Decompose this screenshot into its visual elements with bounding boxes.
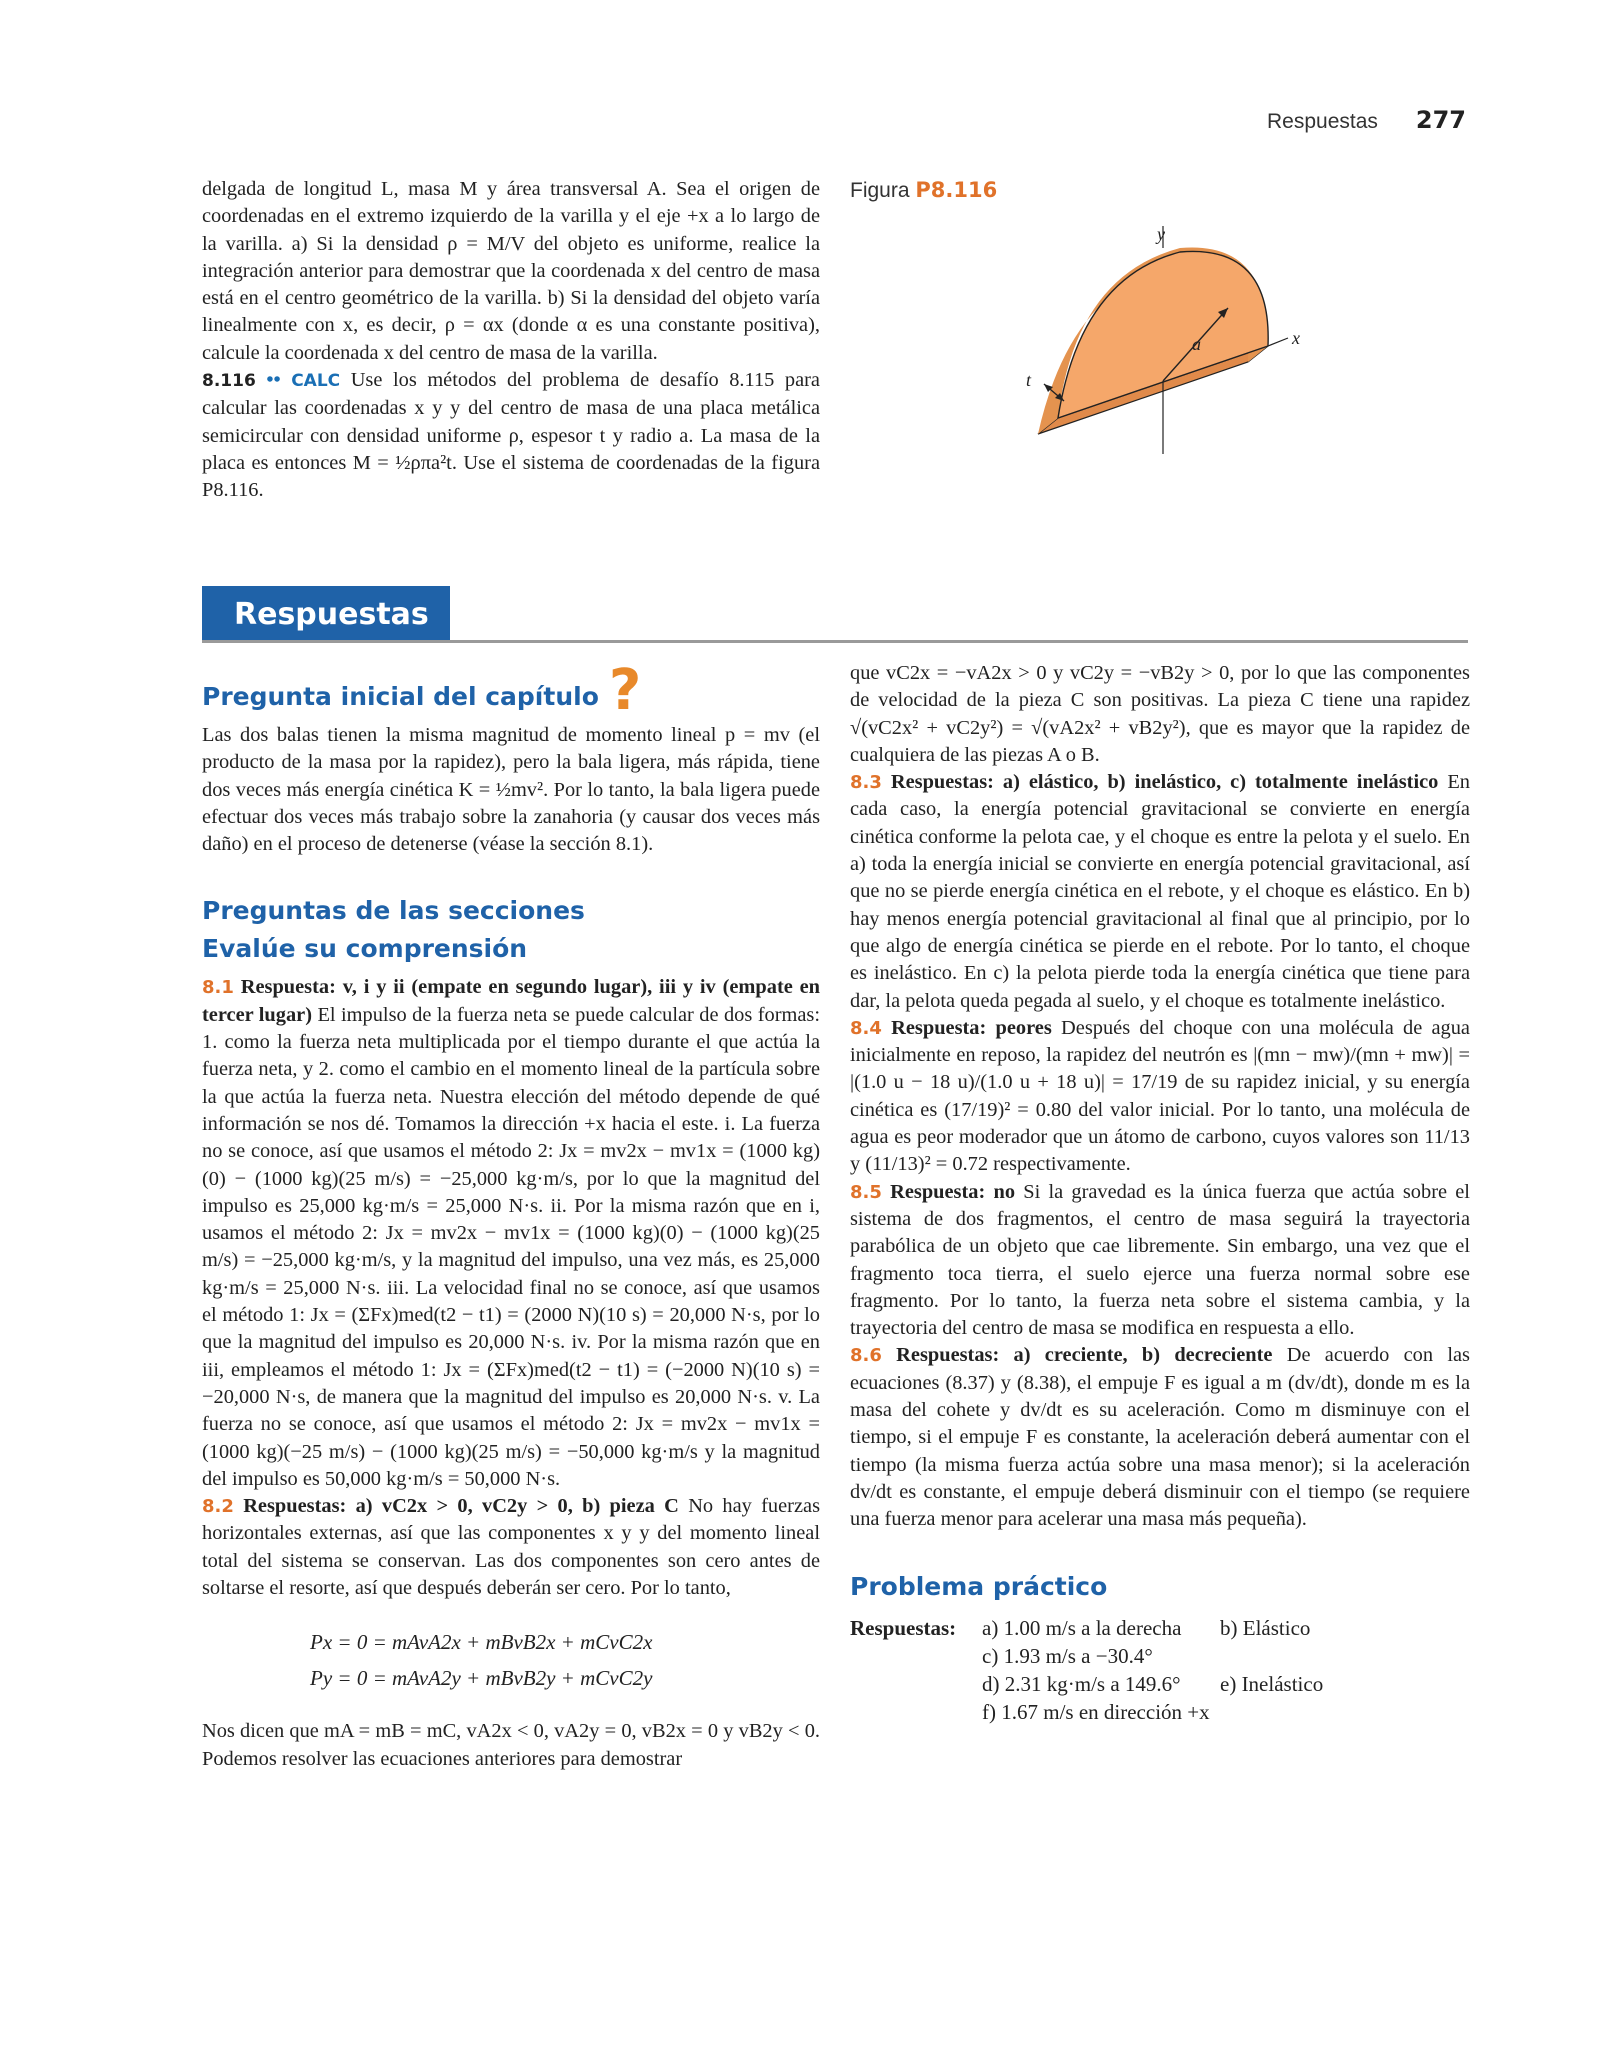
problem-text: Use los métodos del problema de desafío 8.115 para calcular las coordenadas x y y del centro de masa de una placa metálica semicircular con densidad uniforme ρ, espesor t y radio a. La masa de la placa es entonces M = ½ρπa²t. Use el sistema de coordenadas de la figura P8.116.	[202, 369, 820, 502]
calc-tag: CALC	[291, 371, 341, 392]
practice-answer-e: e) Inelástico	[1220, 1671, 1324, 1696]
equation-py: Py = 0 = mAvA2y + mBvB2y + mCvC2y	[310, 1666, 653, 1691]
answers-banner: Respuestas	[202, 586, 450, 642]
answer-number: 8.1	[202, 977, 234, 999]
practice-values	[982, 1614, 1323, 1726]
answer-key: Respuesta: peores	[891, 1016, 1052, 1039]
initial-question-text: Las dos balas tienen la misma magnitud de momento lineal p = mv (el producto de la masa por la rapidez), pero la bala ligera, más rápida, tiene dos veces más energía cinética K = ½mv². Por lo tanto, la bala ligera puede efectuar dos veces más trabajo sobre la zanahoria (y causar dos veces más daño) en el proceso de detenerse (véase la sección 8.1).	[202, 724, 820, 856]
practice-label: Respuestas:	[850, 1615, 957, 1640]
practice-answer-d: d) 2.31 kg·m/s a 149.6°	[982, 1671, 1181, 1696]
problem-number: 8.116	[202, 371, 256, 392]
difficulty-dots: ••	[266, 369, 281, 392]
answer-8-1	[202, 974, 820, 1493]
answer-text: Si la gravedad es la única fuerza que actúa sobre el sistema de dos fragmentos, el centro de masa seguirá la trayectoria parabólica de un objeto que cae libremente. Sin embargo, una vez que el fragmento toca tierra, el suelo ejerce una fuerza normal sobre ese fragmento. Por lo tanto, la fuerza neta sobre el sistema cambia, y la trayectoria del centro de masa se modifica en respuesta a ello.	[850, 1180, 1470, 1340]
continued-problem-text: delgada de longitud L, masa M y área transversal A. Sea el origen de coordenadas en el extremo izquierdo de la varilla y el eje +x a lo largo de la varilla. a) Si la densidad ρ = M/V del objeto es uniforme, realice la integración anterior para demostrar que la coordenada x del centro de masa está en el centro geométrico de la varilla. b) Si la densidad del objeto varía linealmente con x, es decir, ρ = αx (donde α es una constante positiva), calcule la coordenada x del centro de masa de la varilla.	[202, 178, 820, 364]
figure-label-prefix: Figura	[850, 179, 910, 202]
answer-8-2-continued: que vC2x = −vA2x > 0 y vC2y = −vB2y > 0, por lo que las componentes de velocidad de la pieza C son positivas. La pieza C tiene una rapidez √(vC2x² + vC2y²) = √(vA2x² + vB2y²), que es mayor que la rapidez de cualquiera de las piezas A o B.	[850, 662, 1470, 766]
question-mark-icon: ?	[608, 658, 642, 723]
practice-answer-a: a) 1.00 m/s a la derecha	[982, 1615, 1182, 1640]
answer-key: Respuestas: a) vC2x > 0, vC2y > 0, b) pieza C	[243, 1495, 679, 1518]
answer-8-2-after: Nos dicen que mA = mB = mC, vA2x < 0, vA2y = 0, vB2x = 0 y vB2y < 0. Podemos resolver las ecuaciones anteriores para demostrar	[202, 1720, 820, 1770]
answer-number: 8.5	[850, 1181, 882, 1203]
sections-heading-1: Preguntas de las secciones	[202, 896, 585, 926]
answer-8-3	[850, 769, 1470, 1015]
practice-answer-f: f) 1.67 m/s en dirección +x	[982, 1699, 1210, 1724]
answer-key: Respuestas: a) elástico, b) inelástico, c) totalmente inelástico	[890, 771, 1439, 794]
semicircular-plate-figure	[1020, 226, 1320, 456]
answer-text: De acuerdo con las ecuaciones (8.37) y (8.38), el empuje F es igual a m (dv/dt), donde m es la masa del cohete y dv/dt es su aceleración. Como m disminuye con el tiempo, si el empuje F es constante, la aceleración deberá aumentar con el tiempo (la misma fuerza actúa sobre una masa menor); si la aceleración dv/dt es constante, el empuje deberá disminuir con el tiempo (se requiere una fuerza menor para acelerar una masa más pequeña).	[850, 1344, 1470, 1531]
x-axis	[1268, 338, 1288, 346]
problem-8-116	[202, 367, 820, 504]
page-header	[1267, 106, 1466, 134]
radius-label: a	[1192, 334, 1201, 354]
top-left-column	[202, 176, 820, 505]
answer-number: 8.3	[850, 772, 882, 794]
thickness-label: t	[1026, 370, 1032, 390]
figure-label: P8.116	[915, 178, 998, 202]
practice-answer-c: c) 1.93 m/s a −30.4°	[982, 1643, 1153, 1668]
answer-8-2	[202, 1493, 820, 1602]
answer-text: Después del choque con una molécula de agua inicialmente en reposo, la rapidez del neutrón es |(mn − mw)/(mn + mw)| = |(1.0 u − 18 u)/(1.0 u + 18 u)| = 17/19 de su rapidez inicial, y su energía cinética es (17/19)² = 0.80 del valor inicial. Por lo tanto, una molécula de agua es peor moderador que un átomo de carbono, cuyos valores son 11/13 y (11/13)² = 0.72 respectivamente.	[850, 1016, 1470, 1176]
practice-heading: Problema práctico	[850, 1571, 1108, 1601]
initial-question-heading	[202, 658, 820, 723]
equation-px: Px = 0 = mAvA2x + mBvB2x + mCvC2x	[310, 1630, 653, 1655]
answer-8-6	[850, 1342, 1470, 1533]
answer-number: 8.4	[850, 1017, 882, 1039]
practice-answer-b: b) Elástico	[1220, 1615, 1311, 1640]
page-number: 277	[1415, 106, 1466, 134]
sections-heading-2: Evalúe su comprensión	[202, 934, 528, 964]
momentum-equations	[310, 1624, 820, 1696]
answer-text: En cada caso, la energía potencial gravitacional se convierte en energía cinética conforme la pelota cae, y el choque es entre la pelota y el suelo. En a) toda la energía inicial se convierte en energía potencial gravitacional, así que no se pierde energía cinética en el rebote, y el choque es elástico. En b) hay menos energía potencial gravitacional al final que al principio, por lo que algo de energía cinética se pierde en el rebote. Por lo tanto, el choque es inelástico. En c) la pelota pierde toda la energía cinética que tiene para dar, la pelota queda pegada al suelo, y el choque es totalmente inelástico.	[850, 771, 1470, 1012]
right-answers-column	[850, 660, 1470, 1726]
banner-rule	[202, 640, 1468, 643]
answer-number: 8.2	[202, 1496, 234, 1518]
answer-8-5	[850, 1179, 1470, 1343]
practice-answers	[850, 1614, 1470, 1726]
answer-text: El impulso de la fuerza neta se puede calcular de dos formas: 1. como la fuerza neta multiplicada por el tiempo durante el que actúa la fuerza neta, y 2. como el cambio en el momento lineal de la partícula sobre la que actúa la fuerza neta. Nuestra elección del método depende de qué información se nos dé. Tomamos la dirección +x hacia el este. i. La fuerza no se conoce, así que usamos el método 2: Jx = mv2x − mv1x = (1000 kg)(0) − (1000 kg)(25 m/s) = −25,000 kg·m/s, por lo que la magnitud del impulso es 25,000 kg·m/s = 25,000 N·s. ii. Por la misma razón que en i, usamos el método 2: Jx = mv2x − mv1x = (1000 kg)(0) − (1000 kg)(25 m/s) = −25,000 kg·m/s, y la magnitud del impulso, una vez más, es 25,000 kg·m/s = 25,000 N·s. iii. La velocidad final no se conoce, así que usamos el método 1: Jx = (ΣFx)med(t2 − t1) = (2000 N)(10 s) = 20,000 N·s, por lo que la magnitud del impulso es 20,000 N·s. iv. Por la misma razón que en iii, empleamos el método 1: Jx = (ΣFx)med(t2 − t1) = (−2000 N)(10 s) = −20,000 N·s, de manera que la magnitud del impulso es 20,000 N·s. v. La fuerza no se conoce, así que usamos el método 2: Jx = mv2x − mv1x = (1000 kg)(−25 m/s) − (1000 kg)(25 m/s) = −50,000 kg·m/s y la magnitud del impulso es 50,000 kg·m/s = 50,000 N·s.	[202, 1003, 820, 1490]
answer-number: 8.6	[850, 1345, 882, 1367]
axis-x-label: x	[1292, 328, 1300, 348]
figure-caption	[850, 178, 997, 203]
answer-key: Respuesta: v, i y ii (empate en segundo lugar), iii y iv (empate en tercer lugar)	[202, 976, 821, 1026]
initial-question-title: Pregunta inicial del capítulo	[202, 682, 599, 711]
answer-key: Respuesta: no	[890, 1180, 1016, 1203]
running-head: Respuestas	[1266, 110, 1378, 133]
answer-key: Respuestas: a) creciente, b) decreciente	[896, 1344, 1273, 1367]
left-answers-column	[202, 658, 821, 1773]
answer-text: No hay fuerzas horizontales externas, así que las componentes x y y del momento lineal total del sistema se conservan. Las dos componentes son cero antes de soltarse el resorte, así que después deberán ser cero. Por lo tanto,	[202, 1495, 821, 1600]
answer-8-4	[850, 1015, 1470, 1179]
axis-y-label: y	[1157, 226, 1165, 244]
